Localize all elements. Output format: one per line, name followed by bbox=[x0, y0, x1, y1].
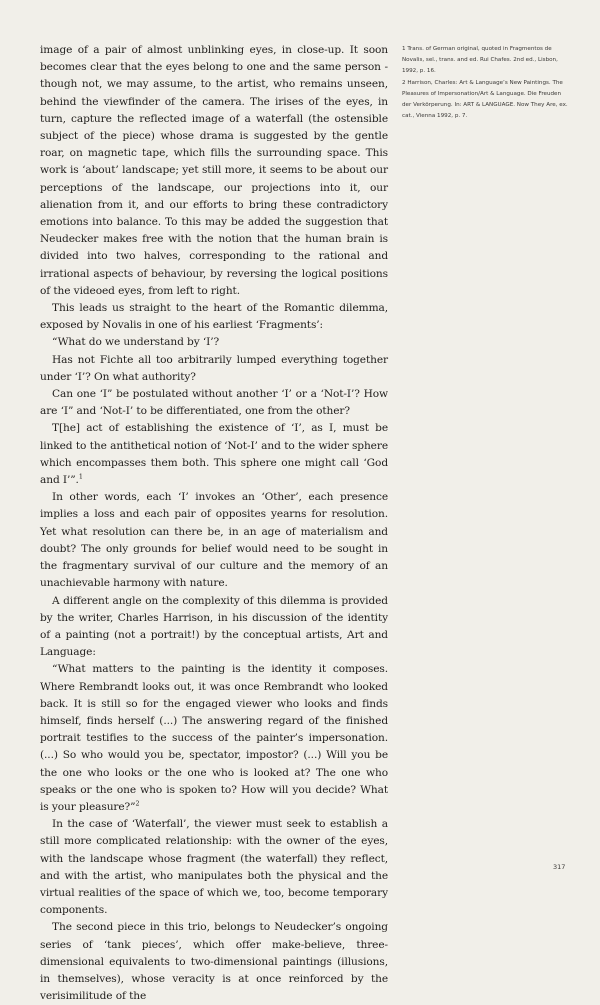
body-text-column bbox=[40, 42, 388, 1003]
footnotes-column bbox=[402, 44, 572, 122]
paragraph-10: In the case of ‘Waterfall’, the viewer must seek to establish a still more complicated relationship: with the owner of the eyes, with the landscape whose fragment (the waterfall) they reflect, and with the artist, who manipulates both the physical and the virtual realities of the space of which we, too, become temporary components. bbox=[40, 818, 388, 917]
paragraph-9-text: “What matters to the painting is the identity it composes. Where Rembrandt looks out, it was once Rembrandt who looked back. It is still so for the engaged viewer who looks and finds himself, finds herself (...) The answering regard of the finished portrait testifies to the success of the painter’s impersonation. (...) So who would you be, spectator, impostor? (...) Will you be the one who looks or the one who is looked at? The one who speaks or the one who is spoken to? How will you decide? What is your pleasure?” bbox=[40, 663, 388, 813]
paragraph-3-quote-start: “What do we understand by ‘I’? bbox=[52, 336, 220, 349]
paragraph-1: image of a pair of almost unblinking eyes, in close-up. It soon becomes clear that the eyes belong to one and the same person - though not, we may assume, to the artist, who remains unseen, behind the viewfinder of the camera. The irises of the eyes, in turn, capture the reflected image of a waterfall (the ostensible subject of the piece) whose drama is suggested by the gentle roar, on magnetic tape, which fills the surrounding space. This work is ‘about’ landscape; yet still more, it seems to be about our perceptions of the landscape, our projections into it, our alienation from it, and our efforts to bring these contradictory emotions into balance. To this may be added the suggestion that Neudecker makes free with the notion that the human brain is divided into two halves, corresponding to the rational and irrational aspects of behaviour, by reversing the logical positions of the videoed eyes, from left to right. bbox=[40, 44, 388, 297]
footnote-marker-1: 1 bbox=[78, 473, 83, 481]
paragraph-4: Has not Fichte all too arbitrarily lumped everything together under ‘I’? On what authority? bbox=[40, 353, 388, 383]
paragraph-8: A different angle on the complexity of this dilemma is provided by the writer, Charles Harrison, in his discussion of the identity of a painting (not a portrait!) by the conceptual artists, Art and Language: bbox=[40, 594, 388, 659]
paragraph-6-text: T[he] act of establishing the existence of ‘I’, as I, must be linked to the antithetical notion of ‘Not-I’ and to the wider sphere which encompasses them both. This sphere one might call ‘God and I’”. bbox=[40, 422, 388, 487]
paragraph-11: The second piece in this trio, belongs to Neudecker’s ongoing series of ‘tank pieces’, which offer make-believe, three-dimensional equivalents to two-dimensional paintings (illusions, in themselves), whose veracity is at once reinforced by the verisimilitude of the bbox=[40, 921, 388, 1003]
paragraph-9-quote bbox=[40, 661, 388, 816]
paragraph-6 bbox=[40, 420, 388, 489]
paragraph-5: Can one ‘I” be postulated without another ‘I’ or a ‘Not-I’? How are ‘I” and ‘Not-I’ to be differentiated, one from the other? bbox=[40, 388, 388, 418]
footnote-1: 1 Trans. of German original, quoted in Fragmentos de Novalis, sel., trans. and ed. Rui Chafes. 2nd ed., Lisbon, 1992, p. 16. bbox=[402, 46, 558, 74]
page-number: 317 bbox=[553, 863, 566, 871]
footnote-marker-2: 2 bbox=[135, 800, 140, 808]
paragraph-7: In other words, each ‘I’ invokes an ‘Other’, each presence implies a loss and each pair of opposites yearns for resolution. Yet what resolution can there be, in an age of materialism and doubt? The only grounds for belief would need to be sought in the fragmentary survival of our culture and the memory of an unachievable harmony with nature. bbox=[40, 491, 388, 590]
paragraph-2: This leads us straight to the heart of the Romantic dilemma, exposed by Novalis in one of his earliest ‘Fragments’: bbox=[40, 302, 388, 332]
footnote-2: 2 Harrison, Charles: Art & Language’s New Paintings. The Pleasures of Impersonation/Art & Language. Die Freuden der Verkörperung. In: ART & LANGUAGE. Now They Are, ex. cat., Vienna 1992, p. 7. bbox=[402, 80, 568, 119]
